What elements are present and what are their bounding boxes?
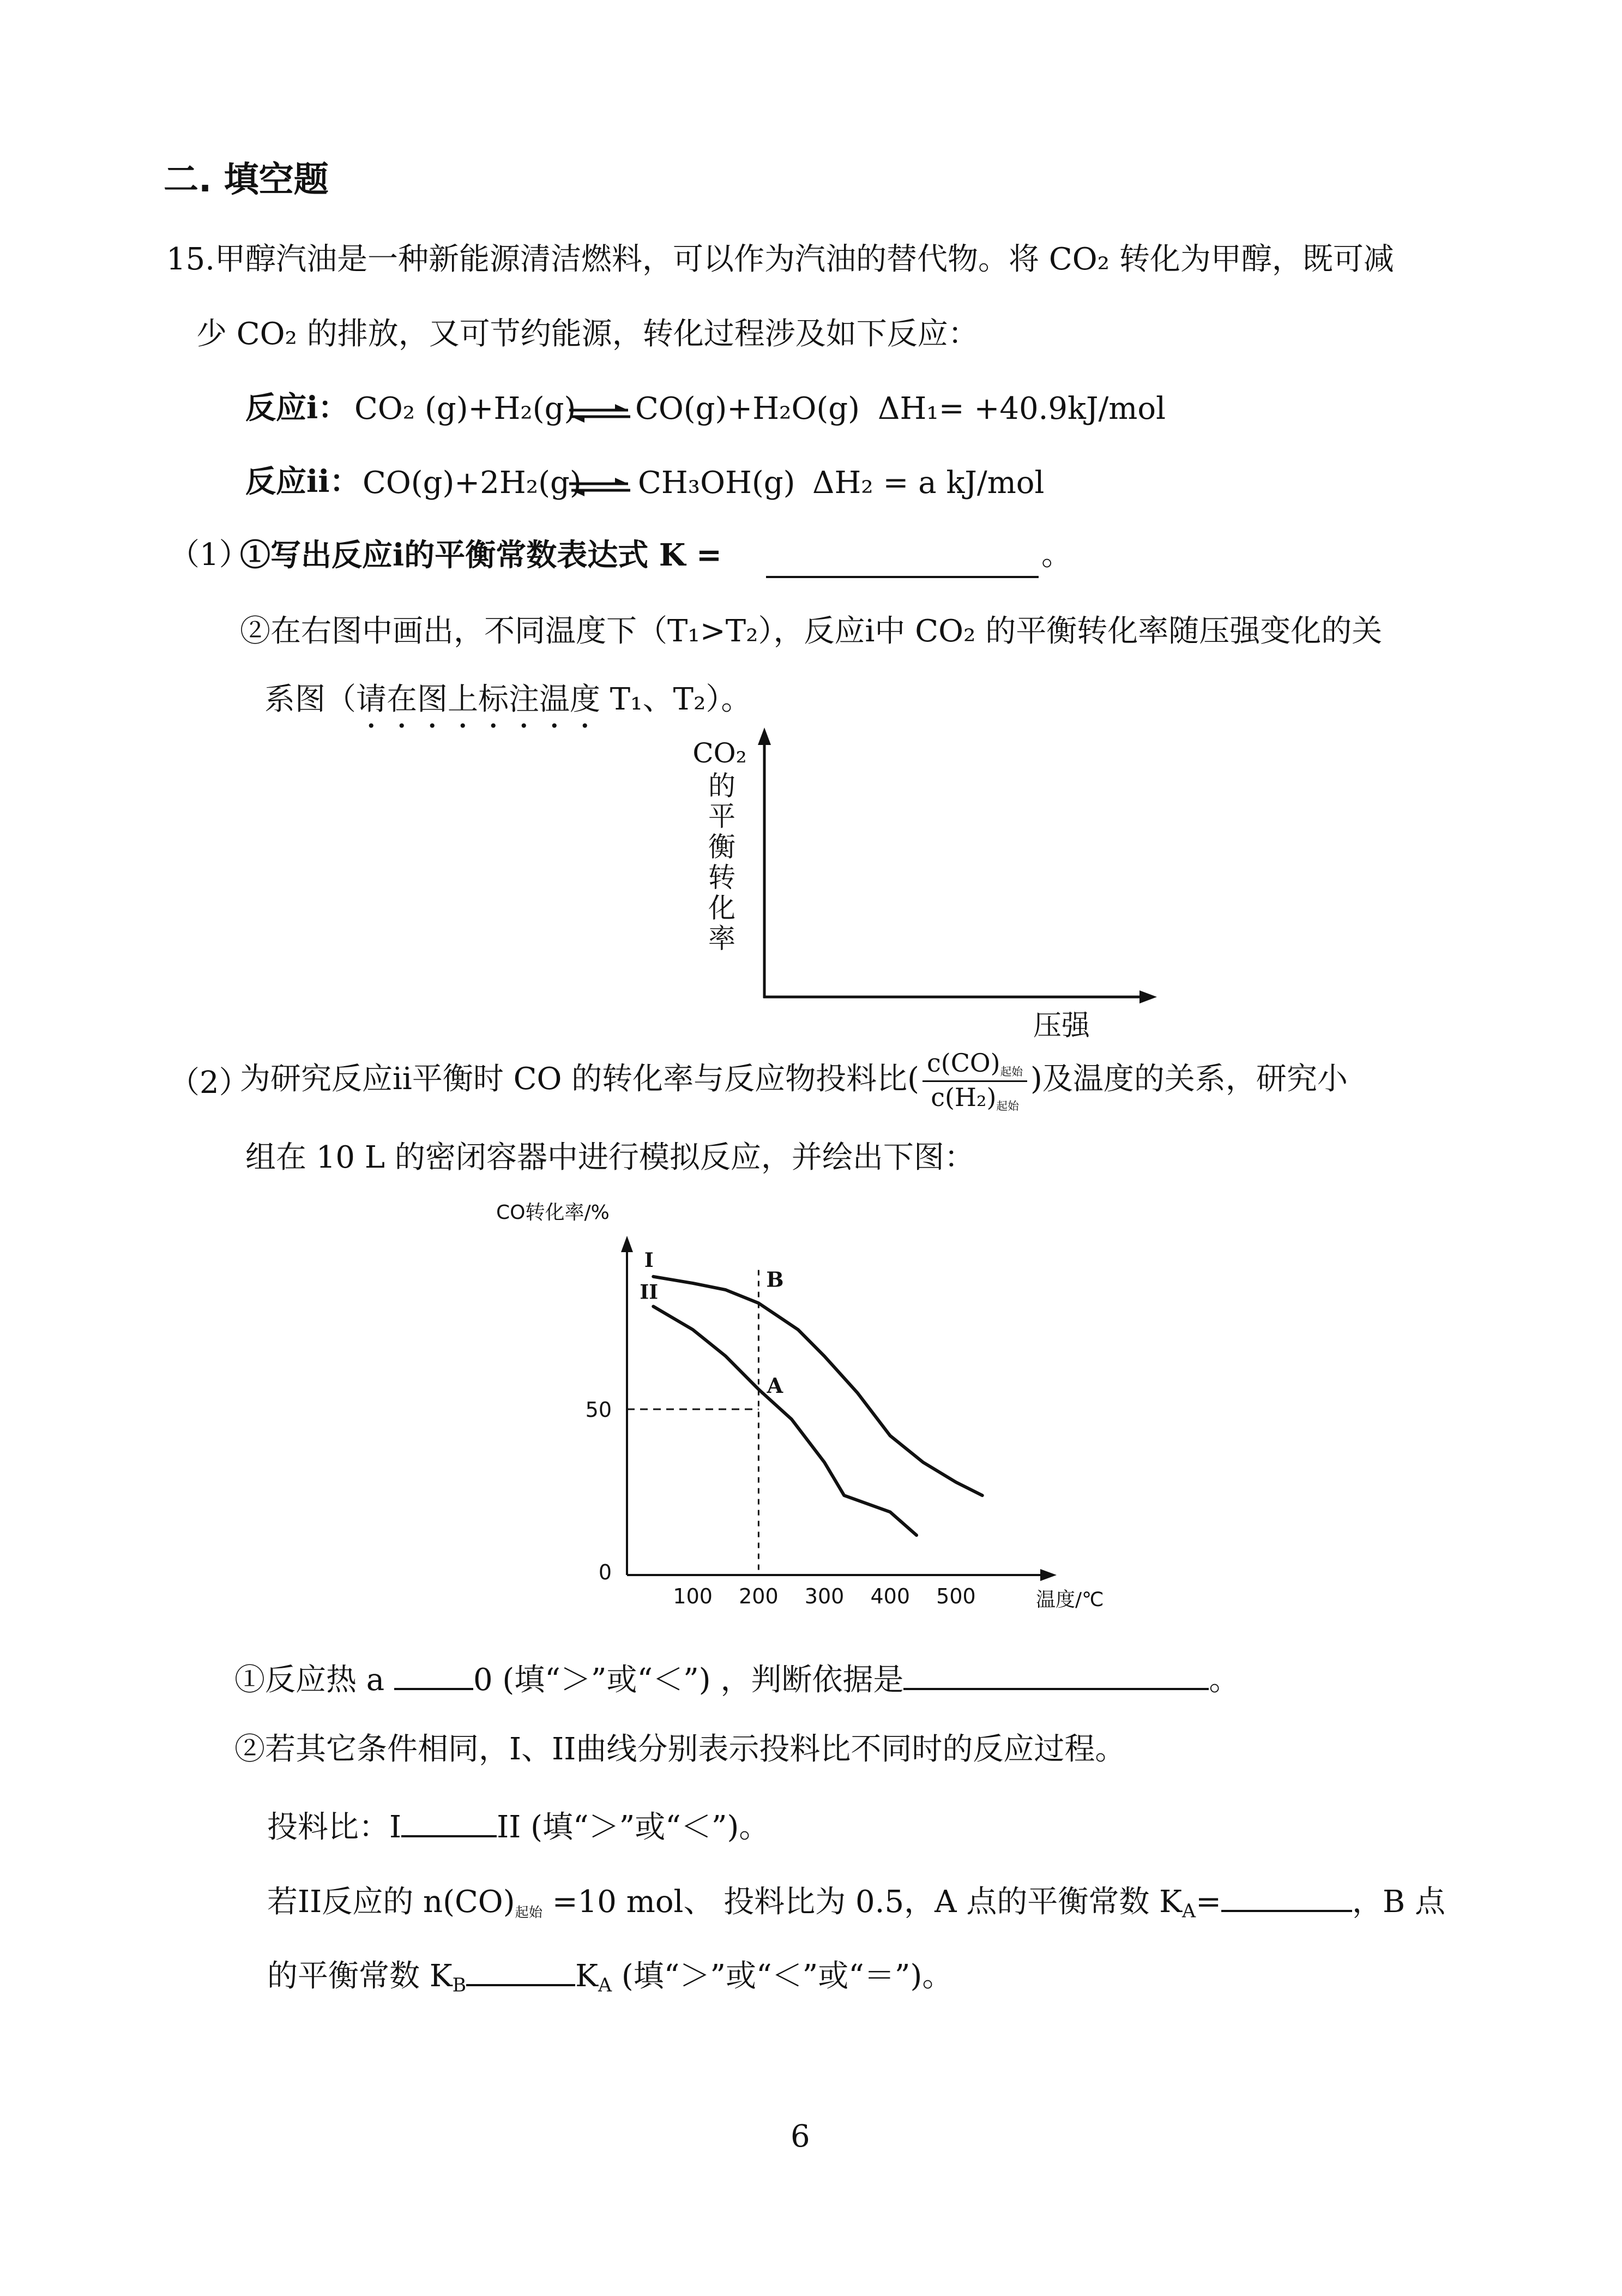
chart-y-arrow-icon [621, 1236, 633, 1252]
q15-intro-line2: 少 CO₂ 的排放，又可节约能源，转化过程涉及如下反应： [196, 316, 979, 352]
graph1-ylabel-rest: 的平衡转化率 [704, 771, 735, 954]
graph1-xlabel: 压强 [1033, 1009, 1090, 1042]
q5-sub2: A [598, 1974, 612, 1997]
reaction-i-products: CO(g)+H₂O(g) [635, 391, 860, 426]
kb-ka-blank[interactable] [466, 1957, 575, 1986]
co-conversion-chart [562, 1222, 1096, 1614]
q4-b: =10 mol、 投料比为 0.5，A 点的平衡常数 K [542, 1884, 1182, 1920]
q3-line [267, 1808, 769, 1843]
frac-num: c(CO) [927, 1048, 1000, 1078]
reason-blank[interactable] [903, 1661, 1209, 1690]
graph1-y-arrow-icon [758, 728, 771, 745]
q4-a: 若II反应的 n(CO) [267, 1884, 515, 1920]
reaction-i-enthalpy: ΔH₁= +40.9kJ/mol [878, 391, 1166, 426]
chart-xlabel: 温度/℃ [1036, 1589, 1104, 1611]
reaction-ii-products: CH₃OH(g) [638, 465, 795, 501]
q1-end: 。 [1209, 1662, 1240, 1698]
chart-title: CO转化率/% [496, 1201, 610, 1224]
part2-line2: 组在 10 L 的密闭容器中进行模拟反应，并绘出下图： [245, 1140, 975, 1175]
part1-item1-end: 。 [1041, 537, 1072, 573]
frac-num-sub: 起始 [1000, 1065, 1023, 1079]
part1-item1-text: ①写出反应i的平衡常数表达式 K = [240, 537, 722, 573]
reaction-i-reactants: CO₂ (g)+H₂(g) [354, 391, 576, 426]
a-sign-blank[interactable] [394, 1661, 473, 1690]
chart-series-II-label: II [640, 1281, 659, 1304]
chart-series-I-line [653, 1277, 982, 1495]
q1-b: 0 (填“＞”或“＜”) ，判断依据是 [473, 1662, 904, 1698]
part2-prefix: （2） [169, 1065, 250, 1101]
q5-line [267, 1957, 952, 1995]
q4-d: ，B 点 [1352, 1884, 1445, 1920]
equilibrium-arrow-icon [567, 476, 632, 498]
part1-item2-line1: ②在右图中画出，不同温度下（T₁>T₂），反应i中 CO₂ 的平衡转化率随压强变化的关 [240, 614, 1383, 649]
part1-item2-line2-b: T₁、T₂）。 [600, 682, 752, 717]
q5-sub1: B [452, 1974, 467, 1997]
reaction-ii-reactants: CO(g)+2H₂(g) [363, 465, 582, 501]
frac-den: c(H₂) [931, 1082, 997, 1112]
q3-b: II (填“＞”或“＜”)。 [497, 1810, 770, 1845]
feed-ratio-fraction [922, 1050, 1027, 1113]
chart-x-tick-label: 500 [936, 1584, 976, 1608]
q5-c: (填“＞”或“＜”或“＝”)。 [612, 1958, 953, 1994]
chart-point-A-label: A [767, 1373, 783, 1398]
q4-sub2: A [1181, 1900, 1196, 1922]
equilibrium-arrow-icon [567, 402, 632, 424]
q5-a: 的平衡常数 K [267, 1958, 453, 1994]
part1-item2-line2-dotted: 请在图上标注温度 [356, 682, 600, 717]
chart-y-tick-label: 0 [598, 1560, 612, 1584]
q5-b: K [575, 1958, 598, 1994]
graph1-ylabel-head: CO₂ [692, 737, 747, 769]
q4-sub: 起始 [515, 1904, 542, 1920]
graph1-ylabel [692, 737, 747, 954]
part1-item2-line2 [264, 682, 751, 735]
graph1-x-arrow-icon [1139, 990, 1157, 1003]
q4-line [267, 1883, 1445, 1921]
reaction-ii-enthalpy: ΔH₂ = a kJ/mol [812, 465, 1045, 501]
feed-ratio-blank[interactable] [401, 1808, 497, 1837]
reaction-i-label: 反应i： [245, 390, 349, 426]
blank-pressure-graph[interactable] [747, 725, 1161, 1009]
part2-line1-b: )及温度的关系，研究小 [1030, 1061, 1348, 1097]
chart-series-I-label: I [644, 1248, 654, 1272]
page-number: 6 [791, 2119, 810, 2154]
chart-x-tick-label: 400 [870, 1584, 911, 1608]
part2-line1-a: 为研究反应ii平衡时 CO 的转化率与反应物投料比( [240, 1061, 920, 1097]
chart-x-arrow-icon [1040, 1569, 1057, 1581]
chart-x-tick-label: 200 [739, 1584, 779, 1608]
chart-x-tick-label: 100 [673, 1584, 713, 1608]
part1-item2-line2-a: 系图（ [264, 682, 356, 717]
frac-den-sub: 起始 [996, 1099, 1019, 1113]
q1-a: ①反应热 a [234, 1662, 385, 1698]
part1-prefix: （1） [169, 537, 250, 573]
chart-y-tick-label: 50 [585, 1398, 612, 1422]
q15-intro-line1: 15.甲醇汽油是一种新能源清洁燃料，可以作为汽油的替代物。将 CO₂ 转化为甲醇，既可减 [166, 242, 1394, 277]
section-heading: 二. 填空题 [164, 160, 329, 200]
reaction-ii-label: 反应ii： [245, 464, 360, 500]
ka-blank[interactable] [1221, 1883, 1352, 1912]
k-expression-blank[interactable] [766, 545, 1039, 578]
q2-line: ②若其它条件相同，I、II曲线分别表示投料比不同时的反应过程。 [234, 1732, 1126, 1767]
q4-c: = [1196, 1884, 1221, 1920]
q3-a: 投料比：I [267, 1810, 402, 1845]
chart-x-tick-label: 300 [804, 1584, 845, 1608]
part2-line1 [240, 1050, 1348, 1113]
chart-point-B-label: B [766, 1267, 784, 1292]
q1-line [234, 1661, 1239, 1696]
